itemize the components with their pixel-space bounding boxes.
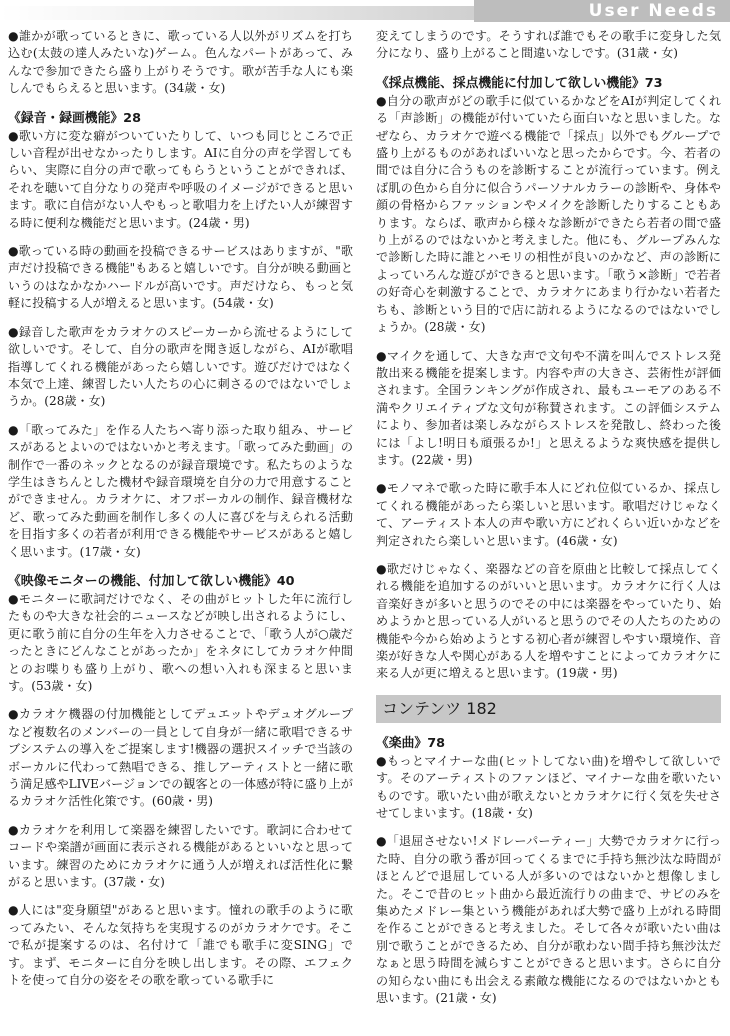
comment-entry: 変えてしまうのです。そうすれば誰でもその歌手に変身した気分になり、盛り上がること間違いなしです。(31歳・女) — [376, 29, 721, 61]
comment-entry: ●もっとマイナーな曲(ヒットしてない曲)を増やして欲しいです。そのアーティストのファンほど、マイナーな曲を歌いたいものです。歌いたい曲が歌えないとカラオケに行く気を失せさせてしまいます。(18歳・女) — [376, 753, 721, 821]
section-heading: 《採点機能、採点機能に付加して欲しい機能》73 — [376, 75, 663, 91]
comment-entry: ●カラオケ機器の付加機能としてデュエットやデュオグループなど複数名のメンバーの一員として自身が一緒に歌唱できるサブシステムの導入をご提案します!機器の選択スイッチで当該のボーカルに代わって熱唱できる、推しアーティストと一緒に歌う満足感やLIVEバージョンでの観客との一体感が特に盛り上がるカラオケ活性化策です。(60歳・男) — [8, 707, 353, 809]
section-heading: 《録音・録画機能》28 — [8, 110, 141, 126]
header-gradient-bar — [0, 6, 480, 20]
comment-entry: ●歌だけじゃなく、楽器などの音を原曲と比較して採点してくれる機能を追加するのがいいと思います。カラオケに行く人は音楽好きが多いと思うのでその中には楽器をやっていたり、始めようかと思っている人がいると思うのでその人たちのための機能や今から始めようとする初心者が練習しやすい環境作、音楽が好きな人や関心がある人を増やすことによってカラオケに来る人が更に増えると思います。(19歳・男) — [376, 561, 721, 681]
comment-entry: ●歌っている時の動画を投稿できるサービスはありますが、"歌声だけ投稿できる機能"もあると嬉しいです。自分が映る動画というのはなかなかハードルが高いです。声だけなら、もっと気軽に投稿する人が増えると思います。(54歳・女) — [8, 244, 353, 311]
comment-entry: ●「退屈させない!メドレーパーティー」大勢でカラオケに行った時、自分の歌う番が回ってくるまでに手持ち無沙汰な時間がほとんどで退屈している人が多いのではないかと想像しました。そこで昔のヒット曲から最近流行りの曲まで、サビのみを集めたメドレー集という機能があれば大勢で盛り上がれる時間を作ることができると考えました。そして各々が歌いたい曲は別で歌うことができるため、自分が歌わない間手持ち無沙汰だなぁと思う時間を減らすことができると思います。さらに自分の知らない曲にも出会える素敵な機能になるのではないかとも思います。(21歳・女) — [376, 834, 721, 1006]
comment-entry: ●モニターに歌詞だけでなく、その曲がヒットした年に流行したものや大きな社会的ニュースなどが映し出されるようにし、更に歌う前に自分の生年を入力させることで、「歌う人が○歳だったときにどんなことがあったか」をネタにしてカラオケ仲間とのお喋りも盛り上がり、歌への想い入れも深まると思います。(53歳・女) — [8, 591, 353, 693]
left-column — [8, 24, 353, 1001]
comment-entry: ●モノマネで歌った時に歌手本人にどれ位似ているか、採点してくれる機能があったら楽しいと思います。歌唱だけじゃなくて、アーティスト本人の声や歌い方にどれくらい近いかなどを判定されたら楽しいと思います。(46歳・女) — [376, 481, 721, 548]
comment-entry: ●人には"変身願望"があると思います。憧れの歌手のように歌ってみたい、そんな気持ちを実現するのがカラオケです。そこで私が提案するのは、名付けて「誰でも歌手に変SING」です。まず、モニターに自分を映し出します。その際、エフェクトを使って自分の姿をその歌を歌っている歌手に — [8, 903, 353, 988]
right-column — [376, 24, 721, 1019]
comment-entry: ●誰かが歌っているときに、歌っている人以外がリズムを打ち込む(太鼓の達人みたいな)ゲーム。色んなパートがあって、みんなで参加できたら盛り上がりそうです。歌が苦手な人にも楽しんでもらえると思います。(34歳・女) — [8, 29, 353, 96]
category-header: コンテンツ 182 — [376, 695, 721, 723]
comment-entry: ●マイクを通して、大きな声で文句や不満を叫んでストレス発散出来る機能を提案します。内容や声の大きさ、芸術性が評価されます。全国ランキングが作成され、最もユーモアのある不満やクリエイティブな文句が称賛されます。この評価システムにより、参加者は楽しみながらストレスを発散し、終わった後には「よし!明日も頑張るか!」と思えるような爽快感を提供します。(22歳・男) — [376, 348, 721, 467]
section-heading: 《楽曲》78 — [376, 735, 445, 751]
comment-entry: ●録音した歌声をカラオケのスピーカーから流せるようにして欲しいです。そして、自分の歌声を聞き返しながら、AIが歌唱指導してくれる機能があったら嬉しいです。遊びだけではなく本気で上達、練習したい人たちの心に刺さるのではないでしょうか。(28歳・女) — [8, 324, 353, 409]
comment-entry: ●自分の歌声がどの歌手に似ているかなどをAIが判定してくれる「声診断」の機能が付いていたら面白いなと思いました。なぜなら、カラオケで遊べる機能で「採点」以外でもグループで盛り上がるものがあればいいなと思ったからです。今、若者の間では自分に合うものを診断することが流行っています。例えば肌の色から自分に似合うパーソナルカラーの診断や、身体や顔の骨格からファッションやメイクを診断したりすることもあります。ならば、歌声から様々な診断ができたら若者の間で盛り上がるのではないかと考えました。他にも、グループみんなで診断した時に誰とハモリの相性が良いのかなど、声の診断によっていろんな遊びができると思います。「歌う×診断」で若者の好奇心を刺激することで、カラオケにあまり行かない若者たちも、診断という目的で店に訪れるようになるのではないでしょうか。(28歳・女) — [376, 93, 721, 335]
page-header-title: User Needs — [588, 1, 718, 21]
comment-entry: ●「歌ってみた」を作る人たちへ寄り添った取り組み、サービスがあるとよいのではないかと考えます。「歌ってみた動画」の制作で一番のネックとなるのが録音環境です。私たちのような学生はきちんとした機材や録音環境を自分の力で用意することができません。カラオケに、オフボーカルの制作、録音機材など、歌ってみた動画を制作し多くの人に喜びを与えられる活動を目指す多くの若者が利用できる機能やサービスがあると嬉しく思います。(17歳・女) — [8, 422, 353, 559]
section-heading: 《映像モニターの機能、付加して欲しい機能》40 — [8, 573, 295, 589]
comment-entry: ●カラオケを利用して楽器を練習したいです。歌詞に合わせてコードや楽譜が画面に表示される機能があるといいなと思っています。練習のためにカラオケに通う人が増えれば活性化に繋がると思います。(37歳・女) — [8, 822, 353, 890]
header-band — [0, 0, 730, 24]
comment-entry: ●歌い方に変な癖がついていたりして、いつも同じところで正しい音程が出せなかったりします。AIに自分の声を学習してもらい、実際に自分の声で歌ってもらうということができれば、それを聴いて自分なりの発声や呼吸のイメージができると思います。歌に自信がない人やもっと歌唱力を上げたい人が練習する時に便利な機能だと思います。(24歳・男) — [8, 128, 353, 230]
